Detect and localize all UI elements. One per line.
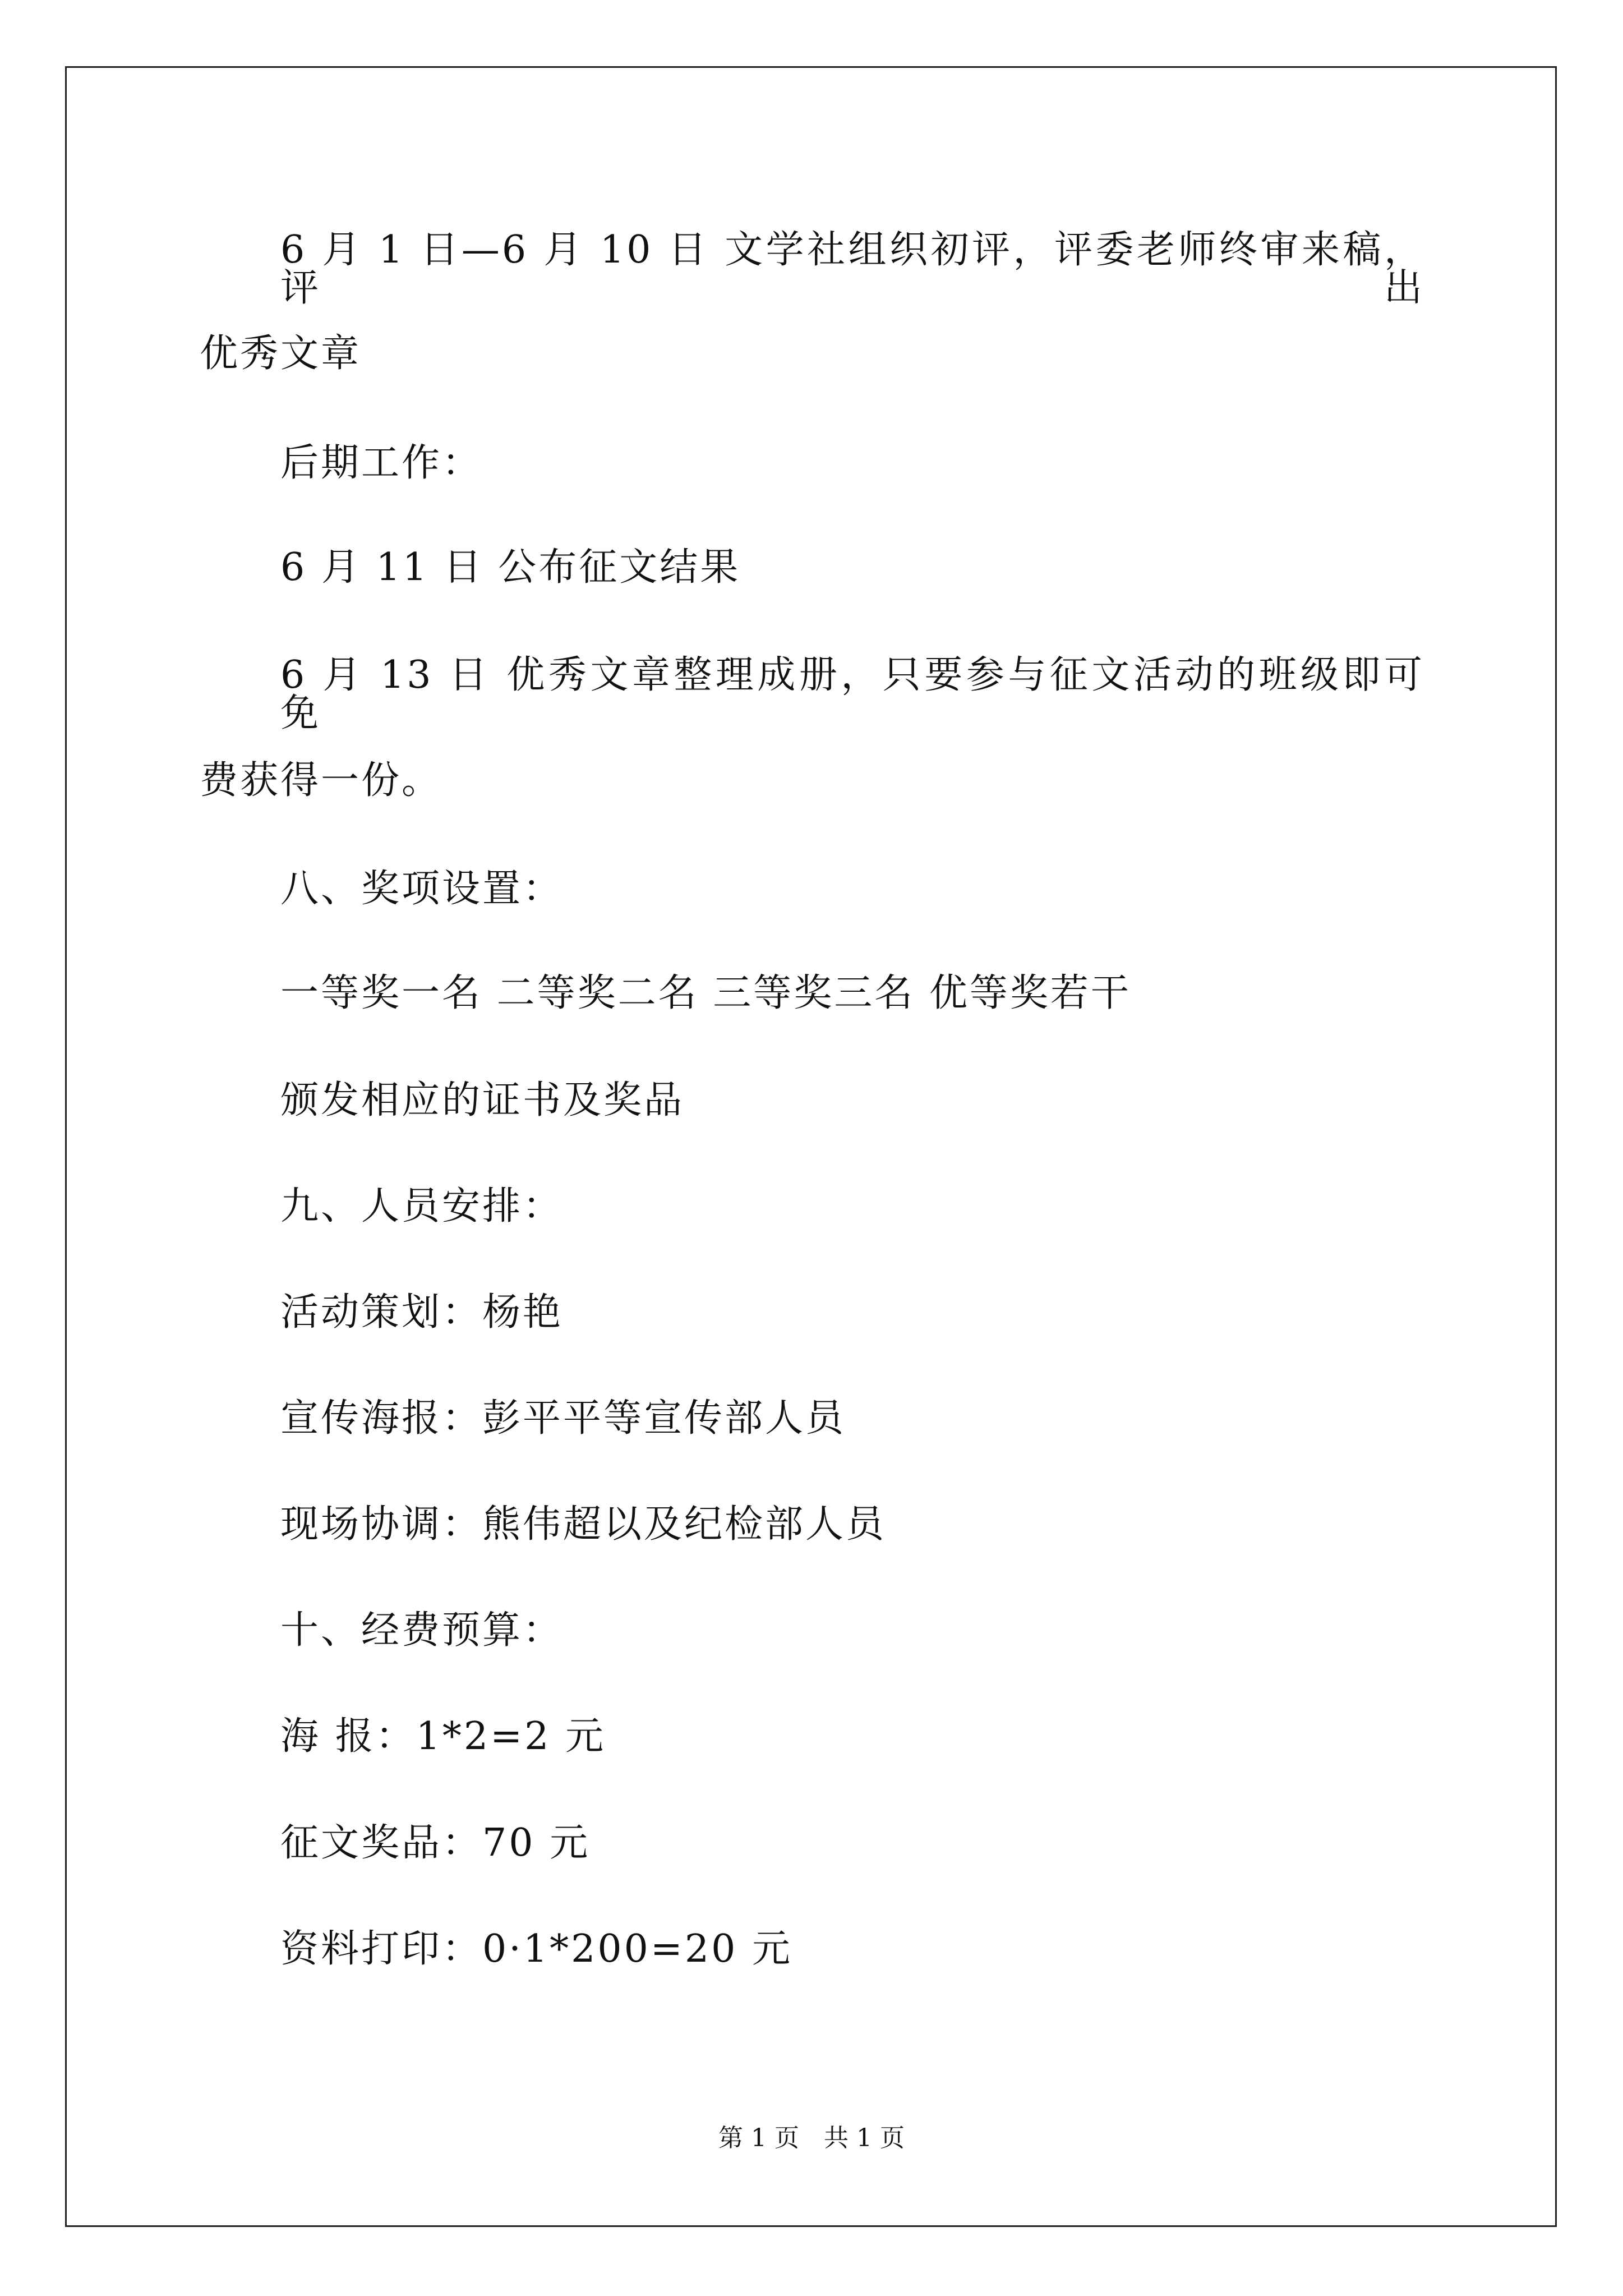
text-line: 活动策划：杨艳 — [280, 1290, 564, 1335]
text-line: 十、经费预算： — [280, 1608, 564, 1653]
text-line: 资料打印：0·1*200=20 元 — [280, 1927, 793, 1971]
text-line: 优秀文章 — [200, 332, 362, 376]
text-line: 费获得一份。 — [200, 758, 442, 803]
text-line: 宣传海报：彭平平等宣传部人员 — [280, 1396, 846, 1441]
page-border — [65, 66, 1557, 2227]
text-line: 征文奖品：70 元 — [280, 1821, 591, 1865]
text-line: 九、人员安排： — [280, 1184, 564, 1228]
text-line: 6 月 13 日 优秀文章整理成册，只要参与征文活动的班级即可免 — [280, 653, 1424, 735]
text-line: 八、奖项设置： — [280, 867, 564, 911]
text-line: 现场协调：熊伟超以及纪检部人员 — [280, 1502, 887, 1547]
text-line: 6 月 11 日 公布征文结果 — [280, 545, 741, 590]
page-number-footer: 第 1 页 共 1 页 — [718, 2124, 905, 2152]
text-line: 海 报：1*2=2 元 — [280, 1714, 606, 1759]
text-line: 后期工作： — [280, 441, 483, 485]
text-line: 一等奖一名 二等奖二名 三等奖三名 优等奖若干 — [280, 971, 1131, 1015]
text-line: 颁发相应的证书及奖品 — [280, 1078, 685, 1122]
text-line: 6 月 1 日—6 月 10 日 文学社组织初评，评委老师终审来稿，评出 — [280, 228, 1424, 310]
